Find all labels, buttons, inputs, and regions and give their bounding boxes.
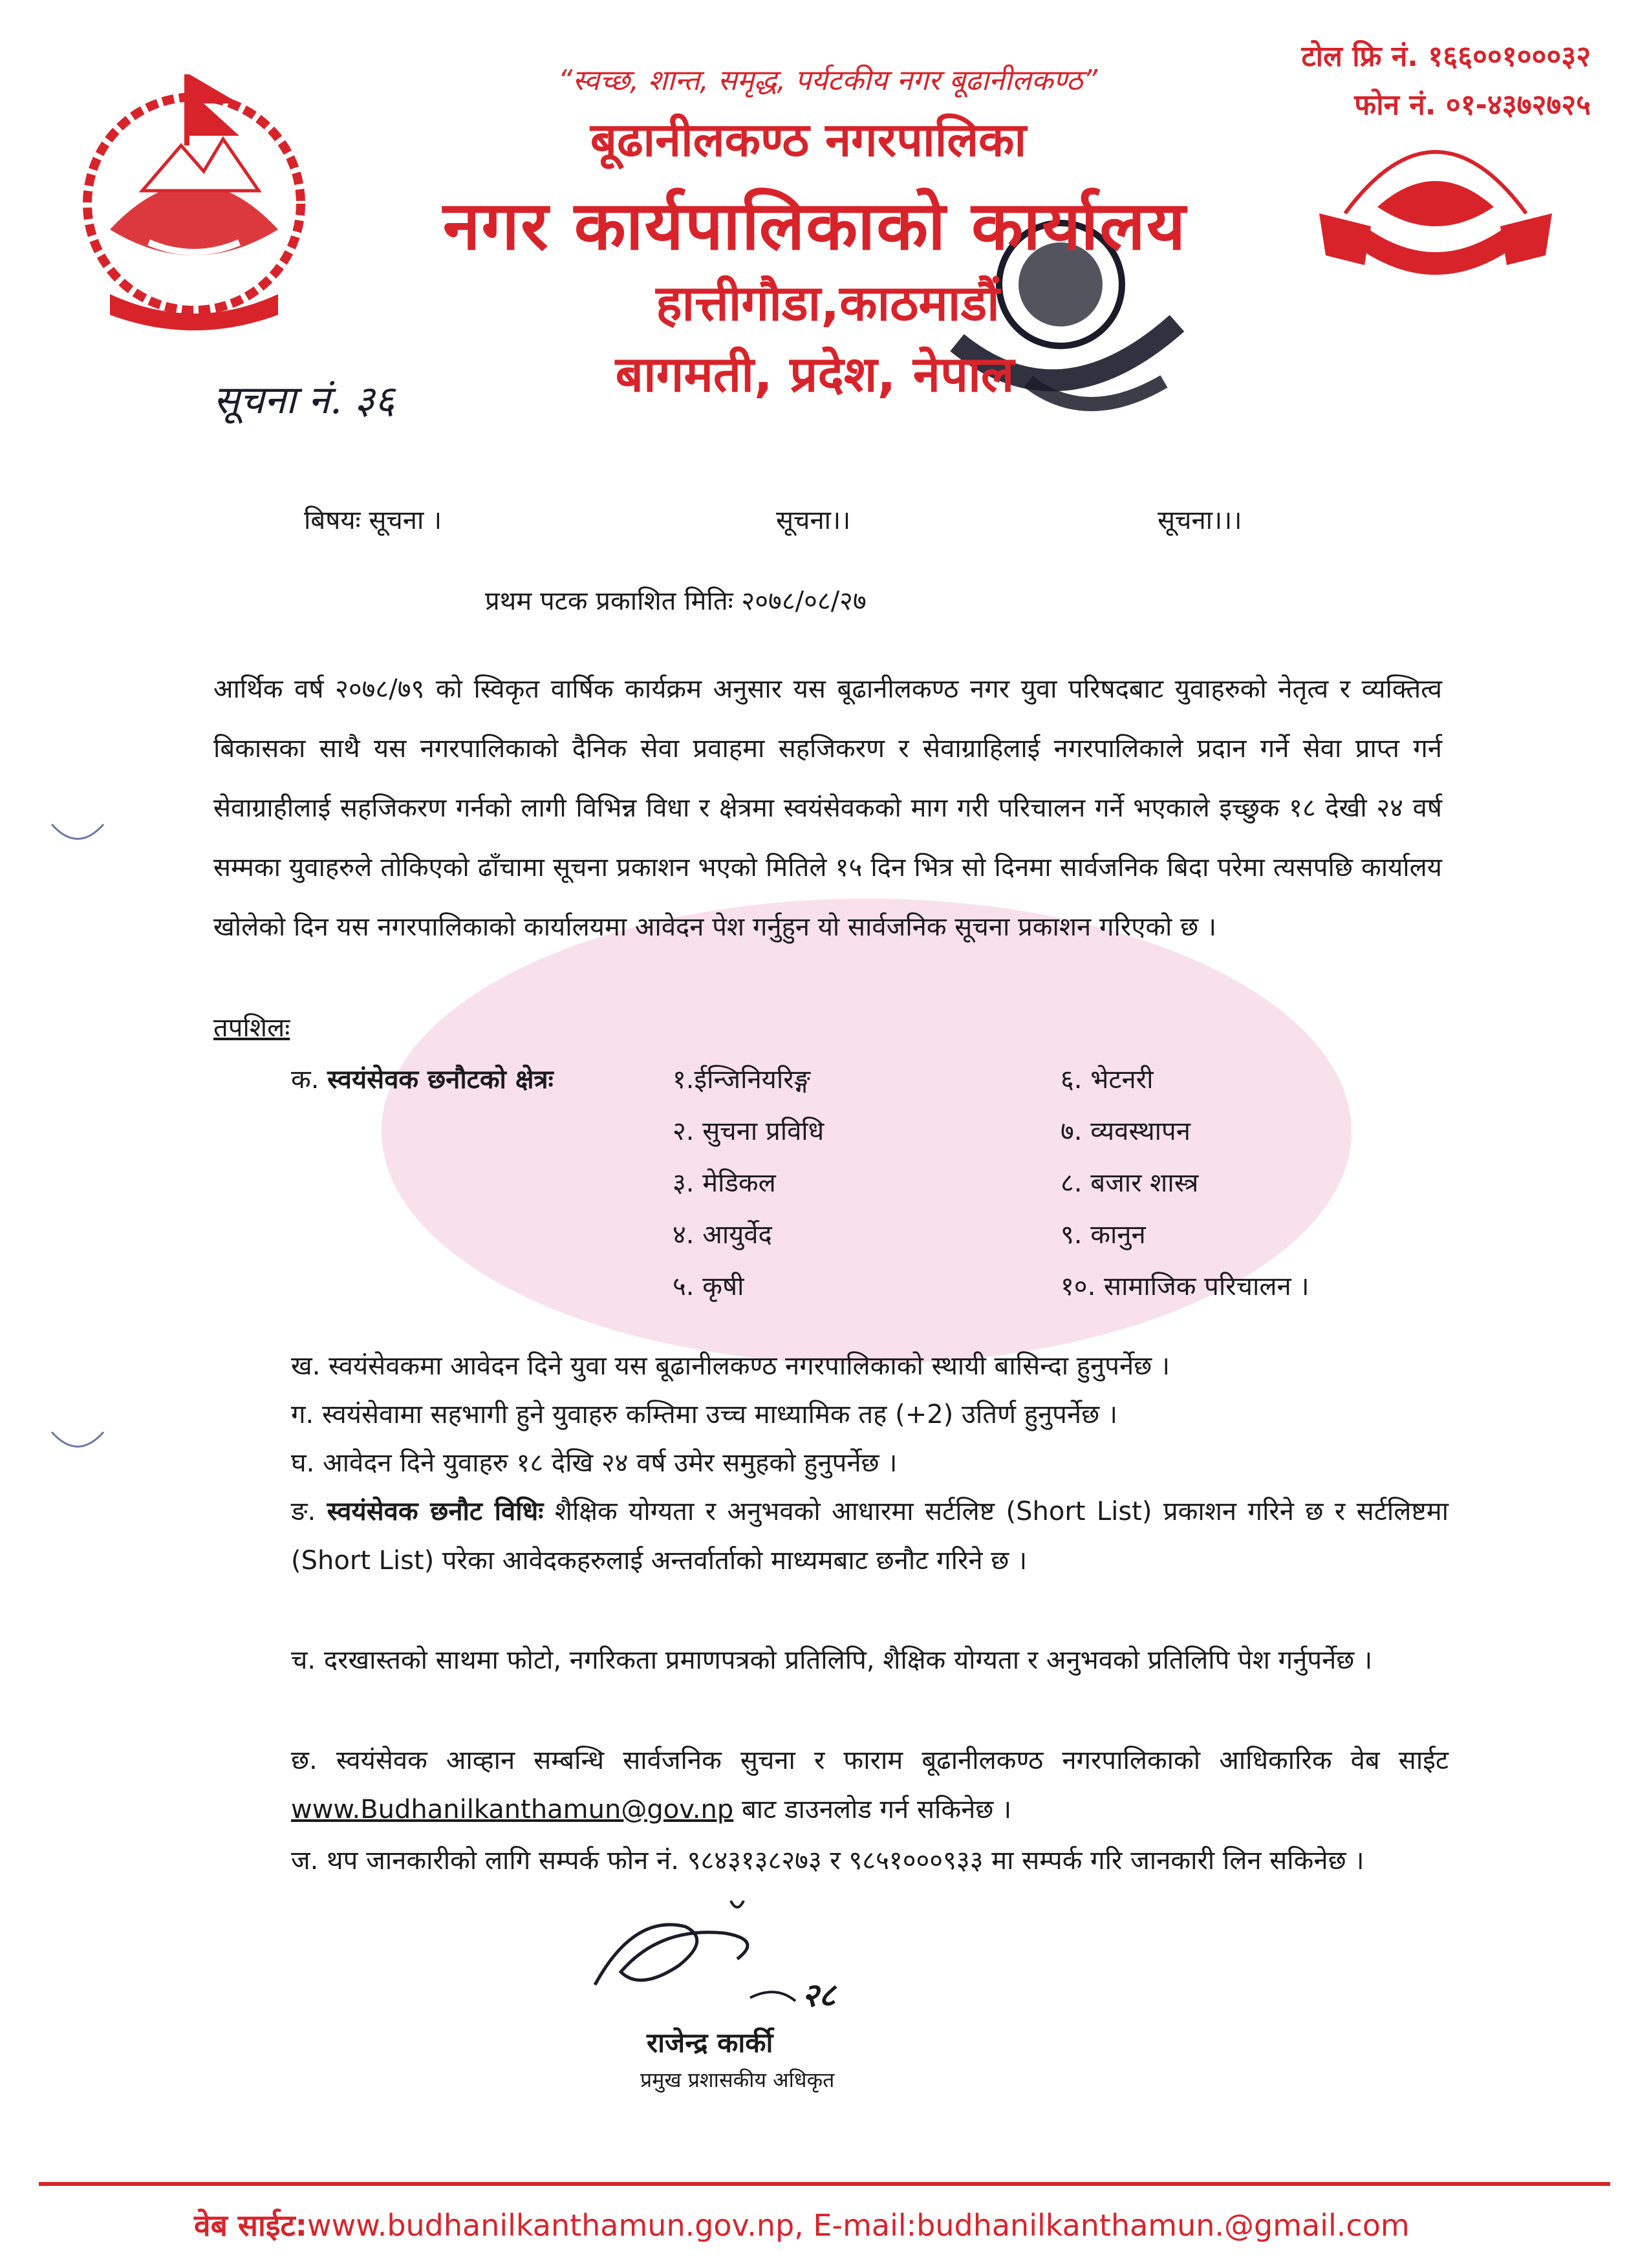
- rule-ga: ग. स्वयंसेवामा सहभागी हुने युवाहरु कम्तिमा उच्च माध्यामिक तह (+2) उतिर्ण हुनुपर्नेछ ।: [291, 1400, 1117, 1429]
- rule-nga-text: शैक्षिक योग्यता र अनुभवको आधारमा सर्टलिष्ट (Short List) प्रकाशन गरिने छ र सर्टलिष्टमा (Short List) परेका आवेदकहरुलाई अन्तर्वार्ताको माध्यमबाट छनौट गरिने छ ।: [291, 1497, 1449, 1576]
- subject-label: बिषयः सूचना ।: [304, 506, 442, 535]
- tollfree-number: टोल फ्रि नं. १६६००१०००३२: [1301, 40, 1591, 73]
- field-item: १०. सामाजिक परिचालन ।: [1061, 1272, 1310, 1301]
- rule-chha: [291, 1736, 1449, 1834]
- section-ka-label: स्वयंसेवक छनौटको क्षेत्रः: [327, 1065, 554, 1095]
- field-item: ५. कृषी: [673, 1272, 744, 1301]
- field-item: ३. मेडिकल: [673, 1168, 776, 1198]
- rule-chha-text-2: बाट डाउनलोड गर्न सकिनेछ ।: [741, 1795, 1012, 1824]
- rule-cha: च. दरखास्तको साथमा फोटो, नगरिकता प्रमाणपत्रको प्रतिलिपि, शैक्षिक योग्यता र अनुभवको प्रतिलिपि पेश गर्नुपर्नेछ ।: [291, 1645, 1373, 1675]
- signatory-title: प्रमुख प्रशासकीय अधिकृत: [640, 2068, 835, 2092]
- field-item: ४. आयुर्वेद: [673, 1220, 772, 1250]
- signatory-name: राजेन्द्र कार्की: [647, 2027, 773, 2059]
- municipality-name: बूढानीलकण्ठ नगरपालिका: [590, 112, 1027, 167]
- punch-hole-mark-icon: [48, 821, 107, 847]
- field-item: ९. कानुन: [1061, 1220, 1146, 1250]
- office-name: नगर कार्यपालिकाको कार्यालय: [442, 186, 1187, 265]
- field-item: ७. व्यवस्थापन: [1061, 1117, 1191, 1146]
- notice-number: सूचना नं. ३६: [213, 378, 395, 423]
- municipality-logo-icon: [1300, 116, 1571, 284]
- footer-divider: [39, 2182, 1610, 2186]
- nepal-emblem-icon: [71, 61, 317, 333]
- footer: [194, 2205, 1487, 2245]
- field-item: १.ईन्जिनियरिङ्ग: [673, 1065, 810, 1095]
- subject-mid: सूचना।।: [776, 506, 851, 535]
- subject-right: सूचना।।।: [1158, 506, 1242, 535]
- address-line-1: हात्तीगौडा,काठमाडौं: [656, 274, 1000, 332]
- slogan: “स्वच्छ, शान्त, समृद्ध, पर्यटकीय नगर बूढानीलकण्ठ”: [557, 64, 1098, 97]
- rule-chha-text: छ. स्वयंसेवक आव्हान सम्बन्धि सार्वजनिक सुचना र फाराम बूढानीलकण्ठ नगरपालिकाको आधिकारिक वेब साईट: [291, 1746, 1449, 1775]
- published-date: प्रथम पटक प्रकाशित मितिः २०७८/०८/२७: [485, 586, 867, 616]
- volunteer-fields-heading: [291, 1060, 554, 1096]
- rule-kha: ख. स्वयंसेवकमा आवेदन दिने युवा यस बूढानीलकण्ठ नगरपालिकाको स्थायी बासिन्दा हुनुपर्नेछ ।: [291, 1351, 1170, 1381]
- footer-contact: www.budhanilkanthamun.gov.np, E-mail:budhanilkanthamun.@gmail.com: [307, 2208, 1410, 2243]
- field-item: २. सुचना प्रविधि: [673, 1117, 824, 1146]
- website-link[interactable]: www.Budhanilkanthamun@gov.np: [291, 1795, 734, 1824]
- phone-number: फोन नं. ०१-४३७२७२५: [1354, 89, 1591, 122]
- rule-nga-prefix: ङ.: [291, 1497, 316, 1526]
- rule-nga-label: स्वयंसेवक छनौट विधिः: [327, 1497, 544, 1526]
- rule-ja: ज. थप जानकारीको लागि सम्पर्क फोन नं. ९८४३१३८२७३ र ९८५१०००९३३ मा सम्पर्क गरि जानकारी लिन सकिनेछ ।: [291, 1846, 1364, 1876]
- field-item: ८. बजार शास्त्र: [1061, 1168, 1199, 1198]
- rule-gha: घ. आवेदन दिने युवाहरु १८ देखि २४ वर्ष उमेर समुहको हुनुपर्नेछ ।: [291, 1448, 898, 1478]
- body-paragraph: आर्थिक वर्ष २०७८/७९ को स्विकृत वार्षिक कार्यक्रम अनुसार यस बूढानीलकण्ठ नगर युवा परिषदबाट युवाहरुको नेतृत्व र व्यक्तित्व बिकासका साथै यस नगरपालिकाको दैनिक सेवा प्रवाहमा सहजिकरण र सेवाग्राहिलाई नगरपालिकाले प्रदान गर्ने सेवा प्राप्त गर्न सेवाग्राहीलाई सहजिकरण गर्नको लागी विभिन्न विधा र क्षेत्रमा स्वयंसेवकको माग गरी परिचालन गर्ने भएकाले इच्छुक १८ देखी २४ वर्ष सम्मका युवाहरुले तोकिएको ढाँचामा सूचना प्रकाशन भएको मितिले १५ दिन भित्र सो दिनमा सार्वजनिक बिदा परेमा त्यसपछि कार्यालय खोलेको दिन यस नगरपालिकाको कार्यालयमा आवेदन पेश गर्नुहुन यो सार्वजनिक सूचना प्रकाशन गरिएको छ ।: [213, 674, 1442, 942]
- rule-nga: [291, 1487, 1449, 1585]
- address-line-2: बागमती, प्रदेश, नेपाल: [615, 345, 1015, 403]
- punch-hole-mark-icon: [48, 1429, 107, 1455]
- details-heading: तपशिलः: [213, 1013, 290, 1043]
- field-item: ६. भेटनरी: [1061, 1065, 1154, 1095]
- footer-label: वेब साईट:: [194, 2208, 308, 2243]
- section-ka-prefix: क.: [291, 1065, 319, 1095]
- handwritten-date: २८: [802, 1976, 835, 2014]
